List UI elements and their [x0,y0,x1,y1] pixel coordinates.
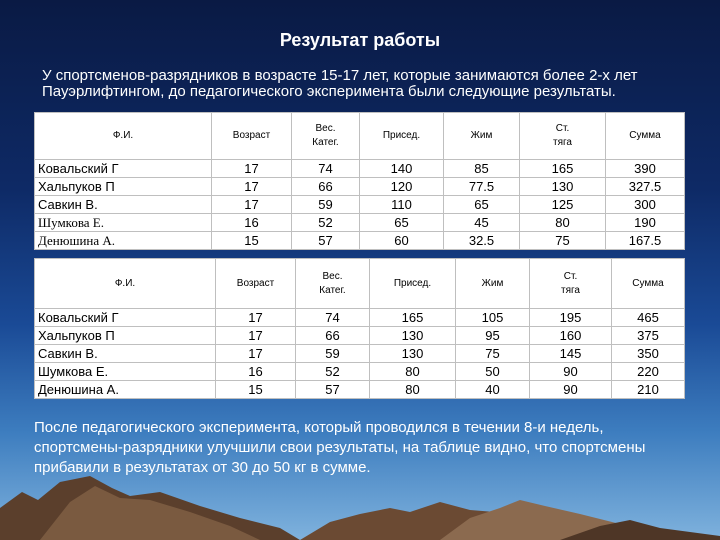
column-header: Ф.И. [35,259,216,309]
athlete-name-cell: Шумкова Е. [35,214,212,232]
table-cell: 75 [520,232,606,250]
table-cell: 17 [212,196,292,214]
table-cell: 52 [292,214,360,232]
table-cell: 57 [292,232,360,250]
table-cell: 165 [370,309,456,327]
column-header: Присед. [360,113,444,160]
results-before-table [34,112,685,250]
table-cell: 375 [612,327,685,345]
column-header: Ст. тяга [530,259,612,309]
table-cell: 90 [530,363,612,381]
table-row [35,160,685,178]
column-header: Присед. [370,259,456,309]
table-cell: 17 [216,309,296,327]
slide-title: Результат работы [279,30,441,50]
table-cell: 17 [216,345,296,363]
table-cell: 130 [520,178,606,196]
column-header: Ф.И. [35,113,212,160]
athlete-name-cell: Ковальский Г [35,309,216,327]
table-cell: 90 [530,381,612,399]
athlete-name-cell: Шумкова Е. [35,363,216,381]
table-cell: 50 [456,363,530,381]
column-header: Возраст [212,113,292,160]
table-cell: 40 [456,381,530,399]
table-cell: 390 [606,160,685,178]
table-cell: 210 [612,381,685,399]
table-cell: 220 [612,363,685,381]
table-cell: 125 [520,196,606,214]
table-cell: 95 [456,327,530,345]
results-after-table [34,258,685,399]
table-cell: 75 [456,345,530,363]
table-cell: 57 [296,381,370,399]
table-cell: 350 [612,345,685,363]
athlete-name-cell: Денюшина А. [35,381,216,399]
table-cell: 327.5 [606,178,685,196]
table-cell: 66 [296,327,370,345]
table-row [35,345,685,363]
intro-text: У спортсменов-разрядников в возрасте 15-17 лет, которые занимаются более 2-х лет Пауэрлифтингом, до педагогического эксперимента были следующие результаты. [42,67,638,100]
table-cell: 145 [530,345,612,363]
athlete-name-cell: Ковальский Г [35,160,212,178]
athlete-name-cell: Савкин В. [35,196,212,214]
table-cell: 17 [216,327,296,345]
column-header: Возраст [216,259,296,309]
column-header: Сумма [612,259,685,309]
table-cell: 80 [370,381,456,399]
table-cell: 65 [360,214,444,232]
table-cell: 59 [292,196,360,214]
table-row [35,196,685,214]
table-cell: 140 [360,160,444,178]
mountains-illustration [0,440,720,540]
table-cell: 130 [370,345,456,363]
column-header: Вес. Катег. [296,259,370,309]
column-header: Ст. тяга [520,113,606,160]
table-cell: 165 [520,160,606,178]
athlete-name-cell: Денюшина А. [35,232,212,250]
table-cell: 15 [216,381,296,399]
table-cell: 195 [530,309,612,327]
table-cell: 110 [360,196,444,214]
column-header: Жим [444,113,520,160]
table-cell: 66 [292,178,360,196]
table-cell: 16 [212,214,292,232]
table-row [35,178,685,196]
table-cell: 80 [520,214,606,232]
table-cell: 45 [444,214,520,232]
athlete-name-cell: Савкин В. [35,345,216,363]
column-header: Жим [456,259,530,309]
table-row [35,232,685,250]
table-cell: 105 [456,309,530,327]
table-row [35,309,685,327]
table-cell: 160 [530,327,612,345]
table-row [35,214,685,232]
table-cell: 15 [212,232,292,250]
table-cell: 130 [370,327,456,345]
table-cell: 32.5 [444,232,520,250]
athlete-name-cell: Хальпуков П [35,327,216,345]
table-cell: 300 [606,196,685,214]
column-header: Вес. Катег. [292,113,360,160]
table-cell: 120 [360,178,444,196]
table-row [35,363,685,381]
table-row [35,381,685,399]
table-cell: 85 [444,160,520,178]
table-cell: 80 [370,363,456,381]
table-cell: 16 [216,363,296,381]
table-cell: 74 [296,309,370,327]
table-cell: 74 [292,160,360,178]
table-cell: 77.5 [444,178,520,196]
column-header: Сумма [606,113,685,160]
table-cell: 190 [606,214,685,232]
table-cell: 65 [444,196,520,214]
table-cell: 17 [212,160,292,178]
conclusion-text: После педагогического эксперимента, который проводился в течении 8-и недель, спортсмены-разрядники улучшили свои результаты, на таблице видно, что спортсмены прибавили в результатах от 30 до 50 кг в сумме. [34,419,646,476]
header-row [35,259,685,309]
header-row [35,113,685,160]
athlete-name-cell: Хальпуков П [35,178,212,196]
table-cell: 59 [296,345,370,363]
table-cell: 465 [612,309,685,327]
table-cell: 52 [296,363,370,381]
table-cell: 60 [360,232,444,250]
table-row [35,327,685,345]
table-cell: 17 [212,178,292,196]
table-cell: 167.5 [606,232,685,250]
